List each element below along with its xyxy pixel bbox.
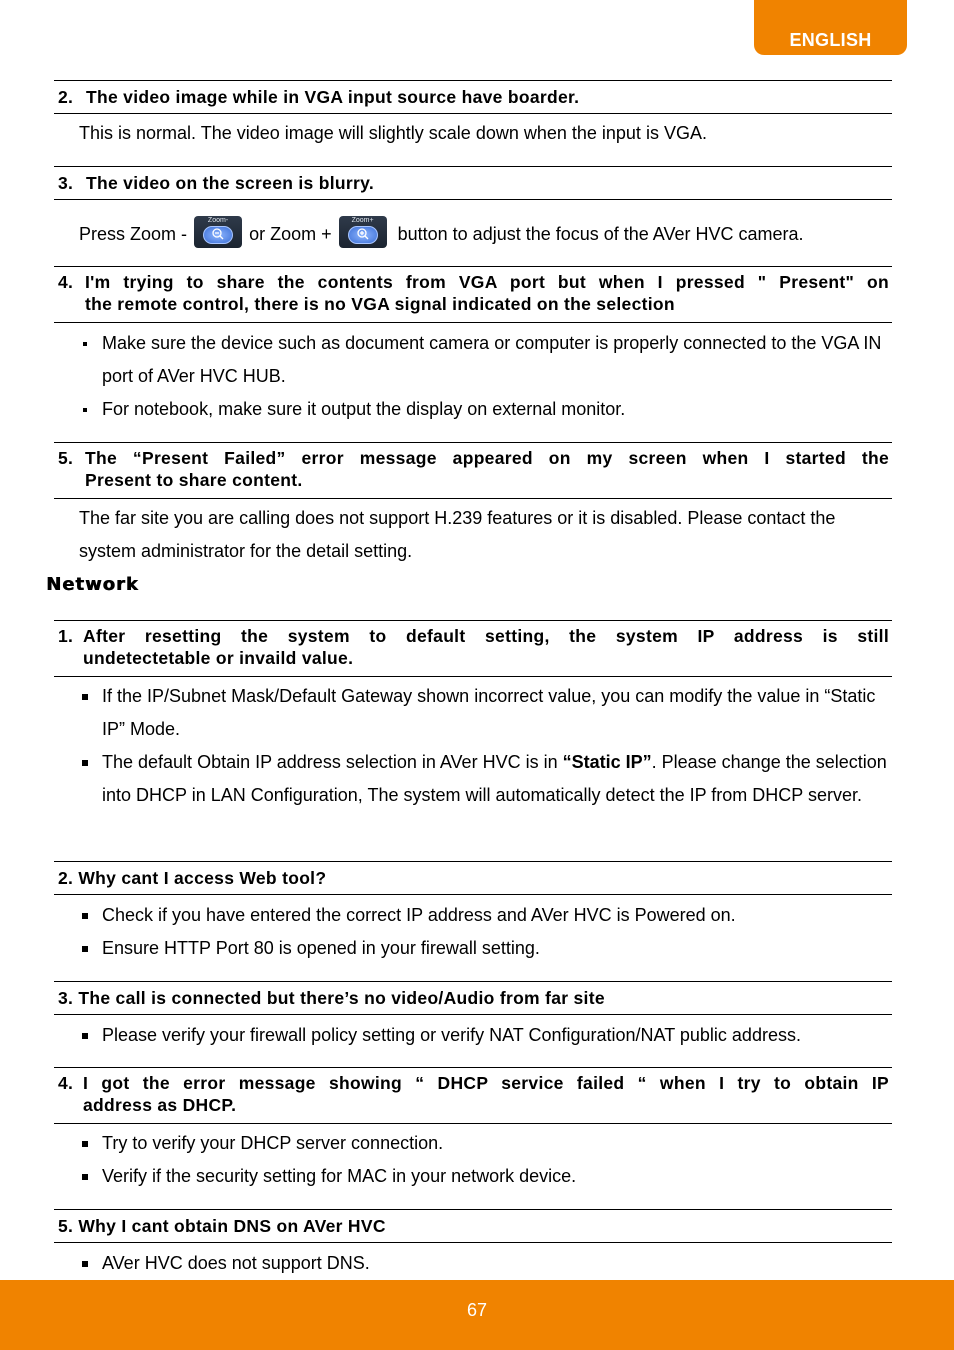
answer-text-after: button to adjust the focus of the AVer HVC camera. xyxy=(397,224,804,244)
answer-text-before: Press Zoom - xyxy=(79,224,188,244)
question-text: 5. Why I cant obtain DNS on AVer HVC xyxy=(58,1216,386,1236)
question-text: The video image while in VGA input source have boarder. xyxy=(86,87,580,107)
question-2 xyxy=(54,80,892,114)
network-answer-4-list xyxy=(79,1127,891,1193)
question-4 xyxy=(54,266,892,323)
question-number: 2. xyxy=(58,87,74,107)
network-answer-1-list xyxy=(79,680,891,812)
question-number: 1. xyxy=(58,626,74,646)
question-text: The video on the screen is blurry. xyxy=(86,173,375,193)
question-text: 3. The call is connected but there’s no video/Audio from far site xyxy=(58,988,605,1008)
network-question-3 xyxy=(54,981,892,1015)
network-question-4 xyxy=(54,1067,892,1124)
question-number: 3. xyxy=(58,173,74,193)
language-tab xyxy=(754,0,907,55)
question-line-2: Present to share content. xyxy=(85,470,303,490)
list-item: If the IP/Subnet Mask/Default Gateway shown incorrect value, you can modify the value in “Static IP” Mode. xyxy=(79,680,891,746)
question-line-2: the remote control, there is no VGA signal indicated on the selection xyxy=(85,294,675,314)
zoom-in-icon xyxy=(356,227,370,241)
question-line-1: The “Present Failed” error message appeared on my screen when I started the xyxy=(85,448,889,468)
static-ip-emphasis: “Static IP” xyxy=(562,752,652,772)
list-item: Check if you have entered the correct IP address and AVer HVC is Powered on. xyxy=(79,899,891,932)
question-number: 4. xyxy=(58,1073,74,1093)
list-item: The default Obtain IP address selection in AVer HVC is in “Static IP”. Please change the selection into DHCP in LAN Configuration, The system will automatically detect the IP from DHCP server. xyxy=(79,746,891,812)
question-line-2: address as DHCP. xyxy=(83,1095,237,1115)
list-item: Verify if the security setting for MAC in your network device. xyxy=(79,1160,891,1193)
language-label: ENGLISH xyxy=(789,30,872,50)
list-item: Please verify your firewall policy setting or verify NAT Configuration/NAT public address. xyxy=(79,1019,891,1052)
network-answer-5-list xyxy=(79,1247,891,1280)
question-number: 5. xyxy=(58,448,74,468)
answer-2: This is normal. The video image will slightly scale down when the input is VGA. xyxy=(79,123,707,143)
list-item: AVer HVC does not support DNS. xyxy=(79,1247,891,1280)
question-5 xyxy=(54,442,892,499)
section-heading-network: Network xyxy=(46,574,139,595)
network-question-5 xyxy=(54,1209,892,1243)
zoom-out-icon xyxy=(211,227,225,241)
list-item: Make sure the device such as document camera or computer is properly connected to the VGA IN port of AVer HVC HUB. xyxy=(79,327,891,393)
answer-text-middle: or Zoom + xyxy=(249,224,332,244)
question-3 xyxy=(54,166,892,200)
answer-4-list xyxy=(79,327,891,426)
question-line-1: After resetting the system to default setting, the system IP address is still xyxy=(83,626,889,646)
zoom-in-button-image xyxy=(339,216,387,248)
network-answer-3-list xyxy=(79,1019,891,1052)
answer-5: The far site you are calling does not support H.239 features or it is disabled. Please contact the system administrator for the detail setting. xyxy=(79,508,836,561)
network-question-1 xyxy=(54,620,892,677)
list-item: Try to verify your DHCP server connection. xyxy=(79,1127,891,1160)
network-answer-2-list xyxy=(79,899,891,965)
zoom-out-label: Zoom- xyxy=(207,217,229,224)
question-line-2: undetectetable or invaild value. xyxy=(83,648,354,668)
page-number: 67 xyxy=(466,1300,488,1320)
answer-3 xyxy=(79,216,891,251)
list-item: Ensure HTTP Port 80 is opened in your firewall setting. xyxy=(79,932,891,965)
list-item: For notebook, make sure it output the display on external monitor. xyxy=(79,393,891,426)
zoom-in-label: Zoom+ xyxy=(351,217,374,224)
question-line-1: I'm trying to share the contents from VGA port but when I pressed " Present" on xyxy=(85,272,889,292)
page-footer xyxy=(0,1280,954,1350)
question-line-1: I got the error message showing “ DHCP service failed “ when I try to obtain IP xyxy=(83,1073,889,1093)
zoom-out-button-image xyxy=(194,216,242,248)
question-number: 4. xyxy=(58,272,74,292)
network-question-2 xyxy=(54,861,892,895)
question-text: 2. Why cant I access Web tool? xyxy=(58,868,327,888)
